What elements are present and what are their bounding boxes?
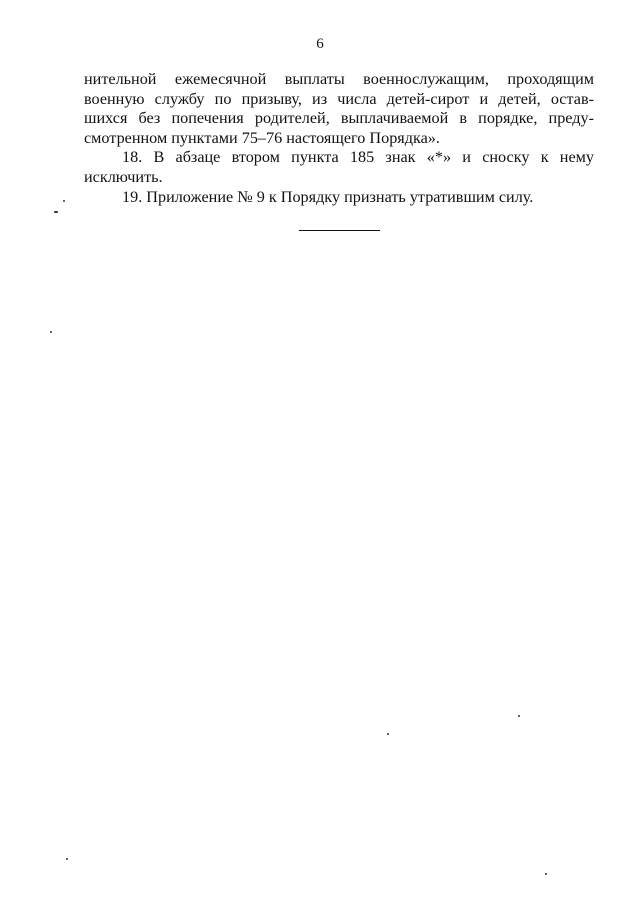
item-18-line-1: 18. В абзаце втором пункта 185 знак «*» и сноску к нему [122,148,594,167]
paragraph-continuation-line-1: нительной ежемесячной выплаты военнослужащим, проходящим [84,70,594,88]
item-18-line-2: исключить. [84,167,163,186]
item-19-line-1: 19. Приложение № 9 к Порядку признать утратившим силу. [122,187,534,206]
paragraph-continuation-line-2: военную службу по призыву, из числа детей-сирот и детей, остав- [84,89,594,108]
scan-speck [54,211,58,213]
scan-speck [50,331,52,333]
scan-speck [387,733,389,735]
scan-speck [545,873,547,875]
page-number: 6 [316,36,324,52]
scan-speck [66,858,68,860]
paragraph-continuation-line-3: шихся без попечения родителей, выплачиваемой в порядке, преду- [84,109,594,128]
scan-speck [518,715,520,717]
paragraph-continuation-line-4: смотренном пунктами 75–76 настоящего Порядка». [84,128,440,147]
scan-speck [63,200,65,202]
document-body [84,70,594,207]
end-of-text-divider [299,230,380,231]
